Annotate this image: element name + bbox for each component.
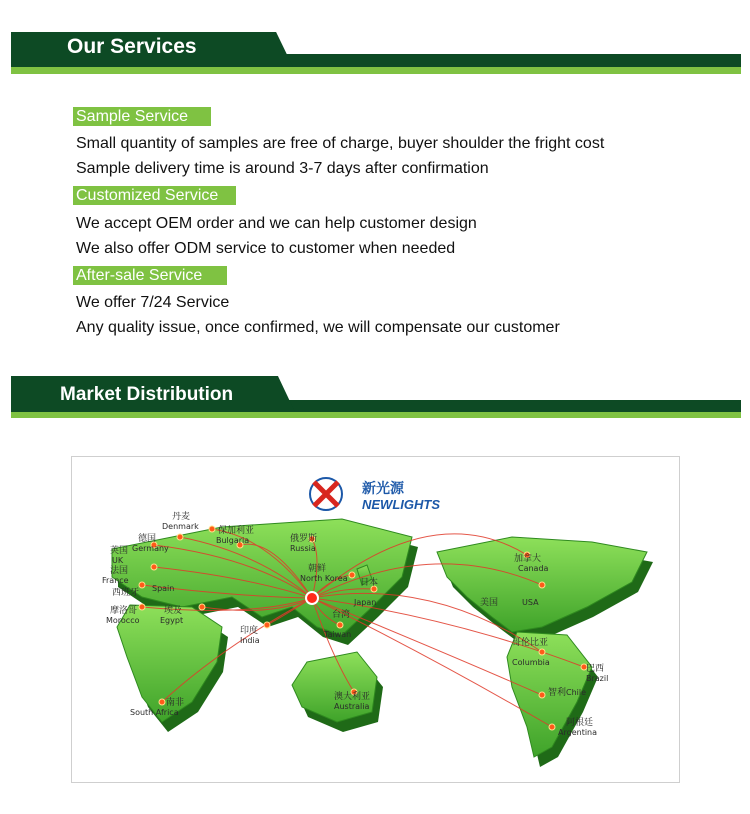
marker-taiwan <box>337 622 343 628</box>
newlights-logo <box>310 478 440 512</box>
market-distribution-title: Market Distribution <box>60 384 234 405</box>
marker-north-korea <box>349 572 355 578</box>
label-brazil-cn: 巴西 <box>586 664 605 674</box>
marker-columbia <box>539 649 545 655</box>
brand-name-cn: 新光源 <box>362 481 404 497</box>
label-argentina-cn: 阿根廷 <box>566 718 594 728</box>
label-north-korea-cn: 朝鲜 <box>308 564 327 574</box>
label-japan-cn: 日本 <box>360 578 379 588</box>
our-services-header <box>11 32 741 74</box>
label-spain-en: Spain <box>152 584 175 593</box>
world-map-graphic <box>72 457 679 782</box>
label-morocco-en: Morocco <box>106 616 140 625</box>
label-argentina-en: Argentina <box>558 728 598 737</box>
service-line: Sample delivery time is around 3-7 days after confirmation <box>76 160 489 177</box>
label-australia-en: Australia <box>334 702 370 711</box>
label-france-en: France <box>102 576 129 585</box>
header-bar-light <box>11 412 741 418</box>
service-label-customized: Customized Service <box>73 186 236 205</box>
marker-spain <box>139 582 145 588</box>
label-chile-en: Chile <box>566 688 587 697</box>
brand-name-en: NEWLIGHTS <box>362 497 440 512</box>
service-label-after-sale: After-sale Service <box>73 266 227 285</box>
label-spain-cn: 西班牙 <box>112 588 140 598</box>
marker-morocco <box>139 604 145 610</box>
label-germany-en: Germany <box>132 544 169 553</box>
marker-china-hub <box>306 592 318 604</box>
label-uk-en: UK <box>112 556 124 565</box>
label-australia-cn: 澳大利亚 <box>334 692 371 702</box>
label-usa-en: USA <box>522 598 539 607</box>
service-line: Any quality issue, once confirmed, we will compensate our customer <box>76 319 560 336</box>
marker-denmark <box>209 526 215 532</box>
label-chile-cn: 智利 <box>548 688 567 698</box>
label-columbia-en: Columbia <box>512 658 550 667</box>
label-bulgaria-en: Bulgaria <box>216 536 250 545</box>
label-brazil-en: Brazil <box>586 674 609 683</box>
label-usa-cn: 美国 <box>480 598 499 608</box>
label-egypt-cn: 埃及 <box>164 606 183 616</box>
service-label-sample: Sample Service <box>73 107 211 126</box>
label-morocco-cn: 摩洛哥 <box>110 606 138 616</box>
marker-egypt <box>199 604 205 610</box>
label-russia-cn: 俄罗斯 <box>290 534 318 544</box>
australia-landmass <box>292 652 377 722</box>
label-japan-en: Japan <box>354 598 377 607</box>
marker-chile <box>539 692 545 698</box>
market-distribution-header <box>11 376 741 418</box>
market-map <box>71 456 680 783</box>
label-india-cn: 印度 <box>240 626 259 636</box>
label-canada-en: Canada <box>518 564 549 573</box>
marker-france <box>151 564 157 570</box>
label-taiwan-cn: 台湾 <box>332 610 351 620</box>
label-columbia-cn: 哥伦比亚 <box>512 638 549 648</box>
service-line: We offer 7/24 Service <box>76 294 230 311</box>
label-south-africa-cn: 南非 <box>166 698 185 708</box>
label-germany-cn: 德国 <box>138 534 157 544</box>
label-north-korea-en: North Korea <box>300 574 348 583</box>
service-line: We also offer ODM service to customer when needed <box>76 240 456 257</box>
label-south-africa-en: South Africa <box>130 708 179 717</box>
label-uk-cn: 英国 <box>110 546 129 556</box>
marker-south-africa <box>159 699 165 705</box>
marker-germany <box>177 534 183 540</box>
label-russia-en: Russia <box>290 544 316 553</box>
marker-argentina <box>549 724 555 730</box>
label-egypt-en: Egypt <box>160 616 184 625</box>
label-bulgaria-cn: 保加利亚 <box>218 526 255 536</box>
our-services-title: Our Services <box>67 35 197 58</box>
service-line: We accept OEM order and we can help customer design <box>76 215 477 232</box>
label-canada-cn: 加拿大 <box>514 554 542 564</box>
label-france-cn: 法国 <box>110 566 129 576</box>
marker-usa <box>539 582 545 588</box>
marker-india <box>264 622 270 628</box>
label-denmark-en: Denmark <box>162 522 199 531</box>
label-denmark-cn: 丹麦 <box>172 512 191 522</box>
service-line: Small quantity of samples are free of charge, buyer shoulder the fright cost <box>76 135 605 152</box>
header-bar-light <box>11 67 741 74</box>
label-india-en: India <box>240 636 260 645</box>
label-taiwan-en: Taiwan <box>324 630 352 639</box>
